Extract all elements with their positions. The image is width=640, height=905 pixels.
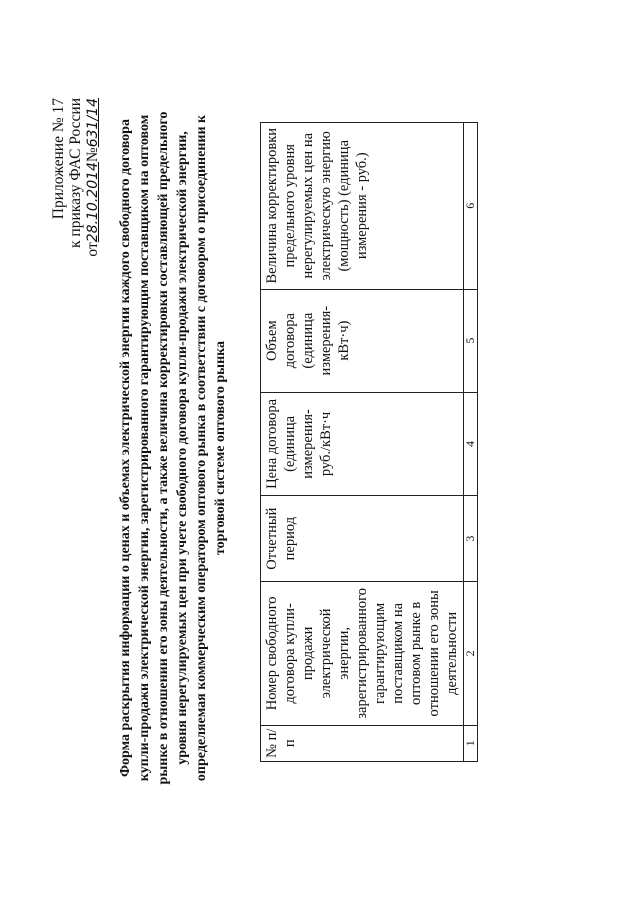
disclosure-table — [260, 122, 478, 762]
date-prefix: от — [84, 242, 101, 257]
column-number: 4 — [464, 392, 478, 495]
header-contract-number: Номер свободного договора купли-продажи электрической энергии, зарегистрированного гарантирующим поставщиком на оптовом рынке в отношении его зоны деятельности — [261, 582, 464, 725]
column-number: 1 — [464, 725, 478, 761]
table-header-row — [261, 123, 464, 762]
header-contract-volume: Объем договора (единица измерения-кВт·ч) — [261, 289, 464, 392]
column-number: 6 — [464, 123, 478, 290]
rotated-document-sheet — [50, 62, 590, 842]
handwritten-order-number: 631/14 — [85, 98, 101, 148]
header-price-adjustment: Величина корректировки предельного уровня нерегулируемых цен на электрическую энергию (мощность) (единица измерения - руб.) — [261, 123, 464, 290]
column-number: 5 — [464, 289, 478, 392]
title-line: рынке в отношении его зоны деятельности, а также величина корректировки составляющей предельного — [156, 111, 171, 785]
header-row-number: № п/п — [261, 725, 464, 761]
column-number: 2 — [464, 582, 478, 725]
title-line: определяемая коммерческим оператором оптового рынка в соответствии с договором о присоединении к — [194, 114, 209, 782]
header-contract-price: Цена договора (единица измерения-руб./кВт·ч — [261, 392, 464, 495]
header-reporting-period: Отчетный период — [261, 496, 464, 582]
appendix-header — [50, 98, 102, 257]
column-number: 3 — [464, 496, 478, 582]
appendix-order: к приказу ФАС России — [67, 98, 84, 248]
title-line: купли-продажи электрической энергии, зарегистрированного гарантирующим поставщиком на оптовом — [137, 114, 152, 782]
appendix-date-line — [84, 98, 102, 257]
title-line: Форма раскрытия информации о ценах и объемах электрической энергии каждого свободного договора — [118, 119, 133, 777]
form-title — [116, 72, 230, 824]
handwritten-date: 28.10.2014 — [85, 162, 101, 243]
appendix-number: Приложение № 17 — [50, 98, 67, 220]
title-line: торговой системе оптового рынка — [213, 340, 228, 556]
title-line: уровня нерегулируемых цен при учете свободного договора купли-продажи электрической энергии, — [175, 131, 190, 765]
number-prefix: № — [84, 147, 101, 163]
table-column-number-row — [464, 123, 478, 762]
